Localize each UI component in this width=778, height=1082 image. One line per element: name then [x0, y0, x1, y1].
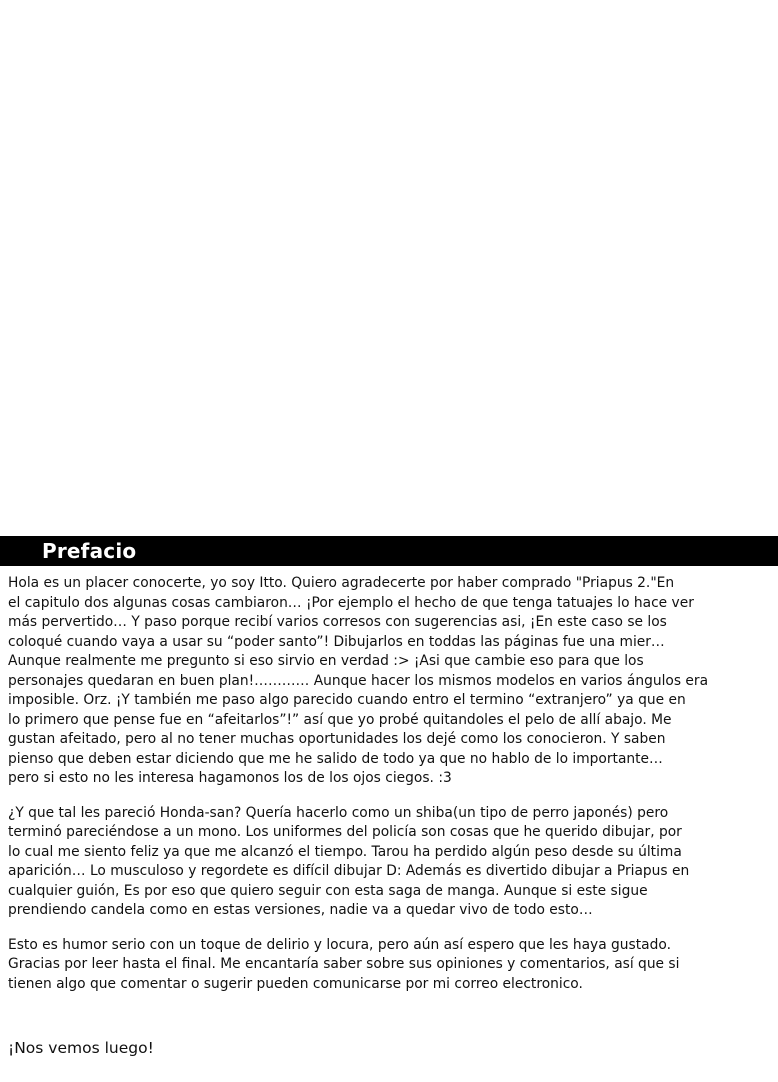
text-line: coloqué cuando vaya a usar su “poder santo”! Dibujarlos en toddas las páginas fue una mier…	[8, 633, 665, 650]
text-line: Esto es humor serio con un toque de delirio y locura, pero aún así espero que les haya gustado.	[8, 936, 671, 953]
text-line: terminó pareciéndose a un mono. Los uniformes del policía son cosas que he querido dibujar, por	[8, 824, 682, 840]
text-line: imposible. Orz. ¡Y también me paso algo parecido cuando entro el termino “extranjero” ya que en	[8, 692, 686, 708]
preface-header-bar	[0, 536, 778, 566]
text-line: lo cual me siento feliz ya que me alcanzó el tiempo. Tarou ha perdido algún peso desde su última	[8, 843, 682, 860]
paragraph-2	[8, 804, 770, 921]
text-line: Aunque realmente me pregunto si eso sirvio en verdad :> ¡Asi que cambie eso para que los	[8, 653, 644, 669]
paragraph-3	[8, 936, 770, 995]
text-line: gustan afeitado, pero al no tener muchas oportunidades los dejé como los conocieron. Y saben	[8, 731, 666, 747]
text-line: lo primero que pense fue en “afeitarlos”!” así que yo probé quitandoles el pelo de allí abajo. Me	[8, 711, 672, 728]
text-line: personajes quedaran en buen plan!………… Aunque hacer los mismos modelos en varios ángulos era	[8, 672, 709, 689]
text-line: Hola es un placer conocerte, yo soy Itto. Quiero agradecerte por haber comprado "Priapus 2."En	[8, 575, 675, 591]
text-line: Gracias por leer hasta el final. Me encantaría saber sobre sus opiniones y comentarios, así que si	[8, 956, 680, 972]
text-line: ¿Y que tal les pareció Honda-san? Quería hacerlo como un shiba(un tipo de perro japonés) pero	[8, 804, 669, 821]
closing-line: ¡Nos vemos luego!	[8, 1039, 154, 1057]
text-line: pienso que deben estar diciendo que me he salido de todo ya que no hablo de lo importante…	[8, 750, 663, 767]
preface-title: Prefacio	[42, 539, 137, 563]
text-line: prendiendo candela como en estas versiones, nadie va a quedar vivo de todo esto…	[8, 902, 593, 918]
text-line: tienen algo que comentar o sugerir pueden comunicarse por mi correo electronico.	[8, 975, 583, 992]
text-line: aparición… Lo musculoso y regordete es difícil dibujar D: Además es divertido dibujar a Priapus en	[8, 863, 690, 879]
text-line: pero si esto no les interesa hagamonos los de los ojos ciegos. :3	[8, 770, 452, 786]
text-line: cualquier guión, Es por eso que quiero seguir con esta saga de manga. Aunque si este sigue	[8, 882, 648, 899]
text-line: el capitulo dos algunas cosas cambiaron… ¡Por ejemplo el hecho de que tenga tatuajes lo hace ver	[8, 594, 694, 611]
paragraph-1	[8, 574, 770, 789]
preface-body	[8, 574, 770, 1009]
text-line: más pervertido… Y paso porque recibí varios corresos con sugerencias asi, ¡En este caso se los	[8, 614, 667, 630]
